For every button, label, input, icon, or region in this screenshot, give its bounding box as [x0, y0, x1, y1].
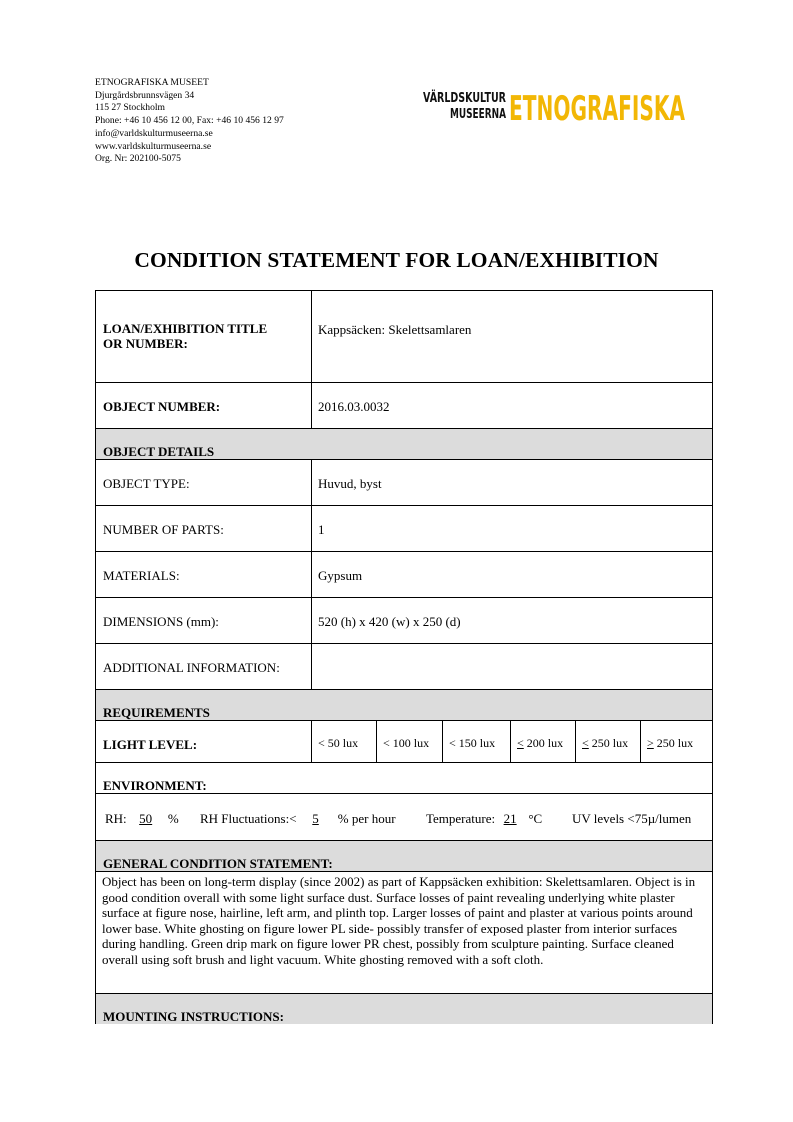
parts-row [96, 506, 712, 552]
loan-title-label-line-2: OR NUMBER: [103, 336, 188, 351]
light-option-3: < 150 lux [442, 721, 510, 762]
uv-setting: UV levels <75µ/lumen [572, 811, 692, 826]
rh-setting: RH: 50 % [105, 811, 179, 826]
object-number-value: 2016.03.0032 [318, 399, 390, 414]
mounting-instructions-header [96, 994, 712, 1024]
object-type-label: OBJECT TYPE: [103, 476, 190, 491]
requirements-title: REQUIREMENTS [103, 705, 210, 720]
light-option-6: > 250 lux [640, 721, 712, 762]
object-details-title: OBJECT DETAILS [103, 444, 215, 459]
environment-label: ENVIRONMENT: [103, 778, 207, 793]
condition-form [95, 290, 713, 1024]
additional-info-label: ADDITIONAL INFORMATION: [103, 660, 280, 675]
object-details-header [96, 429, 712, 460]
museum-email: info@varldskulturmuseerna.se [95, 127, 213, 139]
letterhead [95, 77, 284, 166]
loan-title-label-line-1: LOAN/EXHIBITION TITLE [103, 321, 268, 336]
materials-row [96, 552, 712, 598]
rh-value: 50 [139, 811, 153, 826]
object-number-row [96, 383, 712, 429]
materials-label: MATERIALS: [103, 568, 180, 583]
general-condition-text: Object has been on long-term display (since 2002) as part of Kappsäcken exhibition: Skelettsamlaren. Object is in good condition overall with some light surface dust. Surface losses of paint revealing underlying white plaster surface at figure nose, hairline, left arm, and plinth top. Larger losses of paint and plaster at various points around lower base. White ghosting on figure lower PL side- possibly transfer of exposed plaster from interior surfaces during handling. Green drip mark on figure lower PR chest, possibly from sculpture painting. Surface cleaned overall using soft brush and light vacuum. White ghosting removed with a soft cloth. [102, 874, 696, 967]
parts-value: 1 [318, 522, 325, 537]
rh-fluctuation-value: 5 [312, 811, 319, 826]
light-option-4: < 200 lux [510, 721, 575, 762]
museum-org-number: Org. Nr: 202100-5075 [95, 153, 181, 165]
museum-name: ETNOGRAFISKA MUSEET [95, 77, 209, 88]
museum-city: 115 27 Stockholm [95, 102, 165, 114]
light-option-2: < 100 lux [376, 721, 442, 762]
object-number-label: OBJECT NUMBER: [103, 399, 221, 414]
dimensions-row [96, 598, 712, 644]
general-condition-header [96, 841, 712, 872]
light-option-5: < 250 lux [575, 721, 640, 762]
requirements-header [96, 690, 712, 721]
light-level-label: LIGHT LEVEL: [103, 737, 198, 752]
museum-street: Djurgårdsbrunnsvägen 34 [95, 89, 195, 101]
logo-line-1: VÄRLDSKULTUR [423, 90, 542, 106]
logo-line-2: MUSEERNA [450, 106, 507, 122]
loan-title-value: Kappsäcken: Skelettsamlaren [318, 322, 472, 337]
general-condition-title: GENERAL CONDITION STATEMENT: [103, 856, 333, 871]
loan-title-row [96, 291, 712, 383]
museum-website: www.varldskulturmuseerna.se [95, 140, 212, 152]
temperature-setting: Temperature: 21 °C [426, 811, 543, 826]
light-option-1: < 50 lux [311, 721, 376, 762]
museum-phone: Phone: +46 10 456 12 00, Fax: +46 10 456 12 97 [95, 115, 284, 127]
rh-fluctuation-setting: RH Fluctuations:< 5 % per hour [200, 811, 396, 826]
logo-wordmark: ETNOGRAFISKA [509, 89, 685, 122]
object-type-row [96, 460, 712, 506]
parts-label: NUMBER OF PARTS: [103, 522, 224, 537]
general-condition-body [96, 872, 712, 994]
dimensions-label: DIMENSIONS (mm): [103, 614, 219, 629]
dimensions-value: 520 (h) x 420 (w) x 250 (d) [318, 614, 461, 629]
environment-values-row [96, 794, 712, 841]
temperature-value: 21 [503, 811, 517, 826]
light-level-row [96, 721, 712, 763]
mounting-instructions-title: MOUNTING INSTRUCTIONS: [103, 1009, 284, 1024]
object-type-value: Huvud, byst [318, 476, 382, 491]
materials-value: Gypsum [318, 568, 363, 583]
museum-logo [423, 88, 685, 122]
environment-header-row [96, 763, 712, 794]
document-title: CONDITION STATEMENT FOR LOAN/EXHIBITION [134, 248, 659, 272]
additional-info-row [96, 644, 712, 690]
